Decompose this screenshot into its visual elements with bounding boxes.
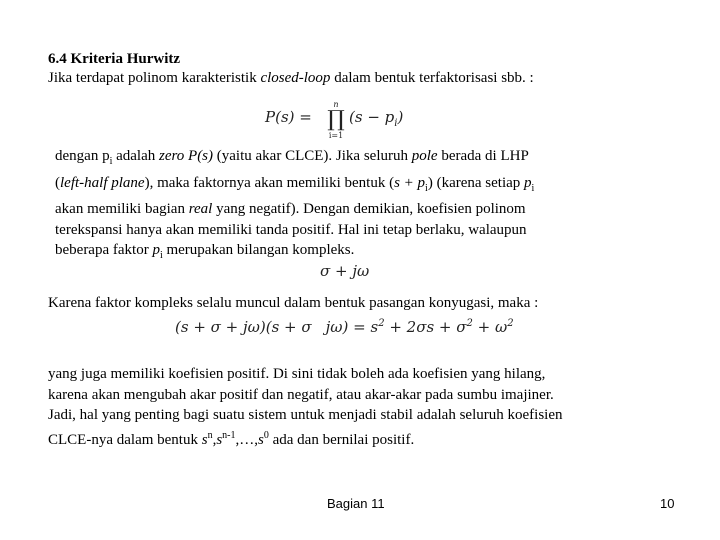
paragraph-stability: yang juga memiliki koefisien positif. Di sini tidak boleh ada koefisien yang hilang, karena akan mengubah akar positif dan negatif, atau akar-akar pada sumbu imajiner. Jadi, hal yang penting bagi suatu sistem untuk menjadi stabil adalah seluruh koefisien CLCE-nya dalam bentuk $s^n,s^{n-1},\dots,s^0$ ada dan bernilai positif.: [48, 366, 563, 448]
page-number: 10: [660, 496, 675, 511]
equation-complex-root: σ + jω: [320, 262, 370, 280]
equation-conjugate-product: (s + σ + jω)(s + σ $j\omega) = s^2 + 2\sigma s + \sigma^2 + \omega^2$: [175, 318, 514, 336]
paragraph-conjugate: Karena faktor kompleks selalu muncul dalam bentuk pasangan konyugasi, maka :: [48, 295, 539, 311]
paragraph-roots: dengan $p_i$ adalah zero P(s) (yaitu akar CLCE). Jika seluruh pole berada di LHP (left-half plane), maka faktornya akan memiliki bentuk $(s + p_i)$ (karena setiap $p_i$ akan memiliki bagian real yang negatif). Dengan demikian, koefisien polinom terekspansi hanya akan memiliki tanda positif. Hal ini tetap berlaku, walaupun beberapa faktor $p_i$ merupakan bilangan kompleks.: [55, 148, 535, 261]
section-heading: 6.4 Kriteria Hurwitz: [48, 51, 181, 67]
footer-section-label: Bagian 11: [327, 496, 385, 511]
intro-text: Jika terdapat polinom karakteristik closed-loop dalam bentuk terfaktorisasi sbb. :: [48, 70, 534, 86]
product-operator: n ∏ i=1: [327, 100, 345, 140]
